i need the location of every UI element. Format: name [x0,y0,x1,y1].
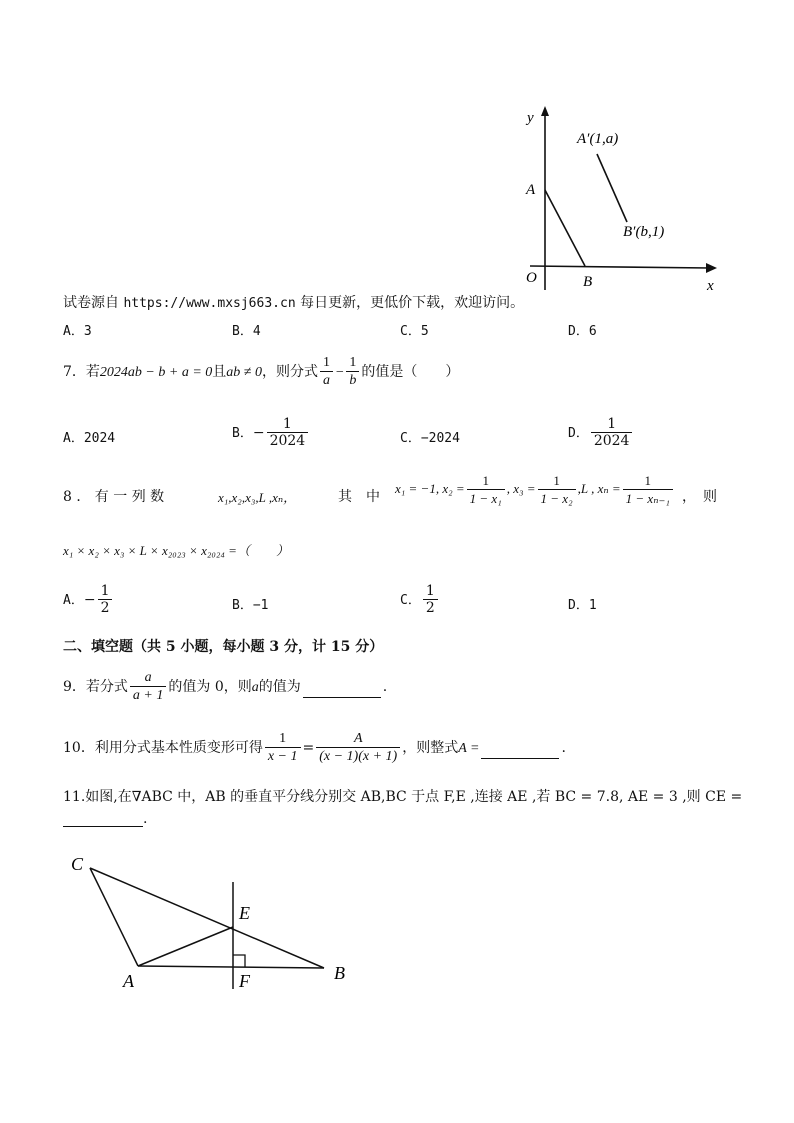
segment-ae [138,927,233,966]
q9-var: a [251,680,259,695]
side-ab [138,966,324,968]
side-ca [90,868,138,966]
q8-option-c-den: 2 [423,599,438,617]
q7-text2: ，则分式 [261,364,318,380]
q8-mid: ,L , xₙ = [577,480,621,496]
q7-option-d-fraction [591,416,633,450]
q8-f2-den: 1 − x₂ [538,489,576,507]
q9-suffix: 的值为 0，则 [168,679,252,695]
q8-option-a-den: 2 [98,599,113,617]
point-b-label: B [334,963,345,983]
q7-option-b-fraction [267,416,309,450]
q7-option-d[interactable] [568,416,634,450]
q8-option-a-sign: − [83,592,96,608]
q10-prefix: 10．利用分式基本性质变形可得 [63,740,263,756]
q8-f1-num: 1 [482,473,489,488]
q6-option-c[interactable]: C．5 [400,324,429,339]
q10-eq: = [302,740,315,756]
q7-option-b-num: 1 [282,416,292,432]
q8-option-a-label: A． [63,593,84,608]
q11-end: . [143,811,148,827]
q9-suffix2: 的值为 [258,679,301,695]
section-heading: 二、填空题（共 5 小题，每小题 3 分，计 15 分） [63,639,384,655]
q7-frac1-num: 1 [322,355,330,370]
q7-option-b-sign: − [252,425,265,441]
q8-option-a-fraction [98,583,113,617]
q10-right-fraction [316,731,400,765]
q8-where: 其 中 [338,489,380,505]
q8-option-b[interactable]: B．−1 [232,598,269,613]
q10-r-num: A [353,731,363,746]
q8-then: ， 则 [682,489,717,505]
q7-option-d-num: 1 [607,416,617,432]
q7-fraction-1 [320,355,333,389]
q8-option-d[interactable]: D．1 [568,598,597,613]
coordinate-figure [515,100,730,298]
q8-f1-den: 1 − x₁ [467,489,505,507]
q10-l-num: 1 [279,731,287,746]
q6-option-b[interactable]: B．4 [232,324,261,339]
point-a-prime-label: A′(1,a) [577,131,619,147]
q8-option-c-num: 1 [425,583,435,599]
q8-intro: 8 ． 有 一 列 数 [63,489,165,505]
q9-answer-blank[interactable] [303,681,381,698]
q7-option-c[interactable]: C．−2024 [400,431,460,446]
q11-answer-blank[interactable] [63,810,143,827]
source-suffix: 每日更新，更低价下载，欢迎访问。 [300,295,525,311]
q10-var: A = [458,741,480,756]
q10-l-den: x − 1 [265,747,301,765]
point-a-label: A [123,971,134,991]
q10-r-den: (x − 1)(x + 1) [316,747,400,765]
q11-stem: 11.如图,在∇ABC 中，AB 的垂直平分线分别交 AB,BC 于点 F,E ,连接 AE ,若 BC = 7.8, AE = 3 ,则 CE = [63,789,743,805]
q8-option-c[interactable] [400,583,440,617]
q9-end: . [382,679,388,695]
q7-fraction-2 [346,355,359,389]
q7-mid: 且 [212,364,227,380]
q11-answer-line [63,810,147,827]
q10-end: . [561,740,566,756]
point-c-label: C [71,854,84,874]
q7-frac2-den: b [346,371,359,389]
q9-num: a [144,670,152,685]
q7-option-d-den: 2024 [591,432,633,450]
q9-prefix: 9．若分式 [63,679,128,695]
q9-den: a + 1 [130,686,166,704]
q8-f3-num: 1 [644,473,651,488]
q7-option-d-label: D． [568,426,589,441]
q8-fraction-1 [467,473,505,507]
q8-definition [395,473,675,507]
q8-x1: x₁ = −1, x₂ = [395,480,465,496]
q10-stem [63,731,566,765]
y-axis-label: y [527,110,534,126]
q7-option-b-label: B． [232,426,253,441]
side-cb [90,868,324,968]
x-axis-label: x [707,278,714,294]
point-b-label: B [583,274,593,290]
q7-minus: − [334,365,345,380]
point-b-prime-label: B′(b,1) [623,224,665,240]
q8-fraction-3 [623,473,673,507]
q8-option-c-fraction [423,583,438,617]
q8-option-a[interactable] [63,583,114,617]
q8-option-a-num: 1 [100,583,110,599]
q8-f3-den: 1 − xₙ₋₁ [623,489,673,507]
q8-product: x₁ × x₂ × x₃ × L × x₂₀₂₃ × x₂₀₂₄ =（ ） [63,543,289,558]
q7-condition: ab ≠ 0 [226,365,262,380]
right-angle-marker [233,955,245,967]
source-url-link[interactable]: https://www.mxsj663.cn [123,296,296,311]
source-line [63,292,524,312]
q6-option-a[interactable]: A．3 [63,324,92,339]
origin-label: O [526,270,537,286]
point-a-label: A [526,182,536,198]
point-e-label: E [239,903,250,923]
q7-stem [63,355,459,389]
q9-stem [63,670,387,704]
q7-option-a[interactable]: A．2024 [63,431,116,446]
q10-answer-blank[interactable] [481,742,559,759]
q9-fraction [130,670,166,704]
q8-fraction-2 [538,473,576,507]
q6-option-d[interactable]: D．6 [568,324,597,339]
q10-left-fraction [265,731,301,765]
q10-suffix: ，则整式 [402,740,459,756]
q8-x3: , x₃ = [506,480,536,496]
q7-equation: 2024ab − b + a = 0 [99,365,213,380]
q7-option-b[interactable] [232,416,310,450]
q7-frac2-num: 1 [349,355,357,370]
q8-f2-num: 1 [553,473,560,488]
q8-option-c-label: C． [400,593,421,608]
q7-text3: 的值是（ ） [361,364,460,380]
point-f-label: F [239,971,250,991]
q7-option-b-den: 2024 [267,432,309,450]
q7-frac1-den: a [320,371,333,389]
q8-sequence: x₁,x₂,x₃,L ,xₙ， [218,490,297,505]
source-prefix: 试卷源自 [63,295,119,311]
q7-number: 7．若 [63,364,100,380]
triangle-figure [68,848,353,993]
